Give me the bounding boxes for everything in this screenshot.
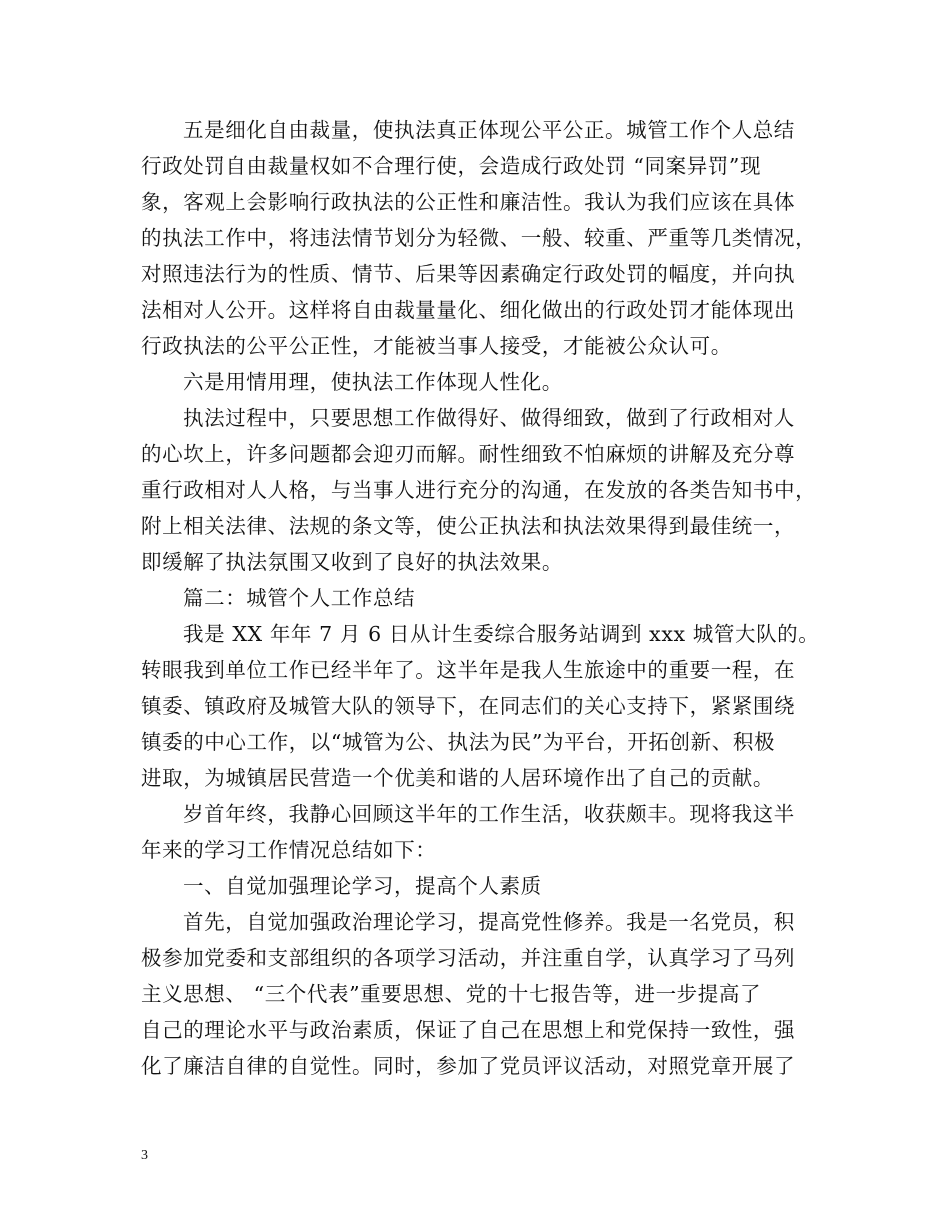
paragraph-line: 主义思想、 “三个代表”重要思想、党的十七报告等，进一步提高了 (141, 982, 762, 1006)
paragraph-line: 转眼我到单位工作已经半年了。这半年是我人生旅途中的重要一程，在 (141, 658, 796, 682)
paragraph-line: 重行政相对人人格，与当事人进行充分的沟通，在发放的各类告知书中， (141, 478, 817, 502)
paragraph-line: 自己的理论水平与政治素质，保证了自己在思想上和党保持一致性，强 (141, 1018, 796, 1042)
paragraph-line: 即缓解了执法氛围又收到了良好的执法效果。 (141, 550, 563, 574)
paragraph-line: 化了廉洁自律的自觉性。同时，参加了党员评议活动，对照党章开展了 (141, 1054, 796, 1078)
paragraph-line: 我是 XX 年年 7 月 6 日从计生委综合服务站调到 xxx 城管大队的。 (183, 622, 820, 646)
paragraph-line: 对照违法行为的性质、情节、后果等因素确定行政处罚的幅度，并向执 (141, 262, 796, 286)
paragraph-line: 行政处罚自由裁量权如不合理行使，会造成行政处罚 “同案异罚”现 (141, 154, 762, 178)
paragraph-line: 执法过程中，只要思想工作做得好、做得细致，做到了行政相对人 (183, 406, 795, 430)
paragraph-line: 岁首年终，我静心回顾这半年的工作生活，收获颇丰。现将我这半 (183, 802, 795, 826)
paragraph-line: 的执法工作中，将违法情节划分为轻微、一般、较重、严重等几类情况， (141, 226, 817, 250)
paragraph-line: 镇委、镇政府及城管大队的领导下，在同志们的关心支持下，紧紧围绕 (141, 694, 796, 718)
paragraph-line: 进取，为城镇居民营造一个优美和谐的人居环境作出了自己的贡献。 (141, 766, 774, 790)
page-number: 3 (141, 1148, 148, 1163)
paragraph-line: 年来的学习工作情况总结如下： (141, 838, 437, 862)
paragraph-line: 行政执法的公平公正性，才能被当事人接受，才能被公众认可。 (141, 334, 732, 358)
section-heading: 篇二：城管个人工作总结 (183, 586, 416, 610)
paragraph-line: 首先，自觉加强政治理论学习，提高党性修养。我是一名党员，积 (183, 910, 795, 934)
paragraph-line: 镇委的中心工作，以“城管为公、执法为民”为平台，开拓创新、积极 (141, 730, 776, 754)
paragraph-line: 极参加党委和支部组织的各项学习活动，并注重自学，认真学习了马列 (141, 946, 796, 970)
subsection-heading: 一、自觉加强理论学习，提高个人素质 (183, 874, 542, 898)
paragraph-line: 法相对人公开。这样将自由裁量量化、细化做出的行政处罚才能体现出 (141, 298, 796, 322)
paragraph-line: 象，客观上会影响行政执法的公正性和廉洁性。我认为我们应该在具体 (141, 190, 796, 214)
paragraph-line: 附上相关法律、法规的条文等，使公正执法和执法效果得到最佳统一， (141, 514, 796, 538)
paragraph-line: 的心坎上，许多问题都会迎刃而解。耐性细致不怕麻烦的讲解及充分尊 (141, 442, 796, 466)
paragraph-line: 五是细化自由裁量，使执法真正体现公平公正。城管工作个人总结 (183, 118, 795, 142)
paragraph-line: 六是用情用理，使执法工作体现人性化。 (183, 370, 563, 394)
